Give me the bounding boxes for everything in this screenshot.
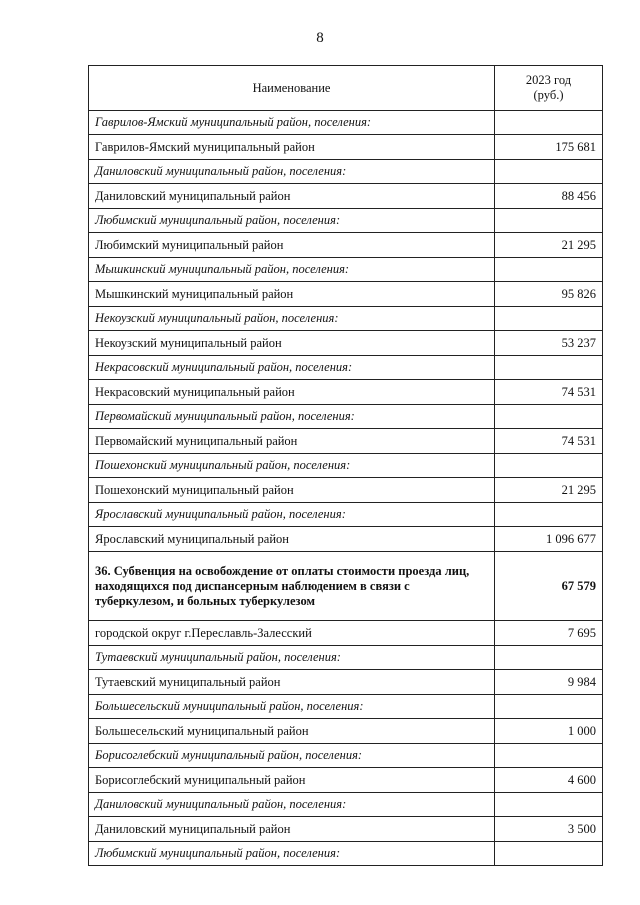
- row-amount: [495, 111, 603, 135]
- row-amount: 4 600: [495, 768, 603, 793]
- row-name: Большесельский муниципальный район: [89, 719, 495, 744]
- row-amount: 1 096 677: [495, 527, 603, 552]
- table-row-district: [89, 135, 603, 160]
- row-amount: 67 579: [495, 552, 603, 621]
- table-row-district: [89, 768, 603, 793]
- row-amount: [495, 695, 603, 719]
- table-row-district: [89, 719, 603, 744]
- table-row-group: [89, 405, 603, 429]
- row-name: Любимский муниципальный район, поселения:: [89, 209, 495, 233]
- table-row-group: [89, 111, 603, 135]
- row-name: Ярославский муниципальный район, поселения:: [89, 503, 495, 527]
- row-name: Некрасовский муниципальный район, поселения:: [89, 356, 495, 380]
- row-name: Некоузский муниципальный район: [89, 331, 495, 356]
- table-row-district: [89, 184, 603, 209]
- row-amount: 95 826: [495, 282, 603, 307]
- row-name: Даниловский муниципальный район: [89, 184, 495, 209]
- table-row-district: [89, 380, 603, 405]
- table-row-district: [89, 331, 603, 356]
- table-row-group: [89, 842, 603, 866]
- row-name: Пошехонский муниципальный район, поселения:: [89, 454, 495, 478]
- row-amount: [495, 356, 603, 380]
- header-name: Наименование: [89, 66, 495, 111]
- table-row-group: [89, 356, 603, 380]
- row-name: Любимский муниципальный район: [89, 233, 495, 258]
- table-row-district: [89, 429, 603, 454]
- table-row-group: [89, 307, 603, 331]
- row-name: Даниловский муниципальный район, поселения:: [89, 160, 495, 184]
- row-amount: 9 984: [495, 670, 603, 695]
- row-amount: 175 681: [495, 135, 603, 160]
- row-amount: [495, 405, 603, 429]
- table-row-district: [89, 817, 603, 842]
- header-amount: [495, 66, 603, 111]
- row-name: Некоузский муниципальный район, поселения:: [89, 307, 495, 331]
- row-amount: 7 695: [495, 621, 603, 646]
- table-row-district: [89, 478, 603, 503]
- table-row-group: [89, 503, 603, 527]
- row-amount: [495, 793, 603, 817]
- page-number: 8: [316, 30, 324, 46]
- row-name: Даниловский муниципальный район, поселения:: [89, 793, 495, 817]
- row-name: Даниловский муниципальный район: [89, 817, 495, 842]
- table-row-section: [89, 552, 603, 621]
- row-amount: [495, 258, 603, 282]
- table-row-group: [89, 646, 603, 670]
- row-amount: 74 531: [495, 380, 603, 405]
- row-amount: 1 000: [495, 719, 603, 744]
- row-name: Первомайский муниципальный район: [89, 429, 495, 454]
- row-name: Некрасовский муниципальный район: [89, 380, 495, 405]
- row-name: Любимский муниципальный район, поселения:: [89, 842, 495, 866]
- row-amount: [495, 646, 603, 670]
- row-amount: [495, 307, 603, 331]
- table-row-group: [89, 454, 603, 478]
- row-name: Мышкинский муниципальный район: [89, 282, 495, 307]
- row-name: Тутаевский муниципальный район: [89, 670, 495, 695]
- table-row-group: [89, 695, 603, 719]
- row-name: Борисоглебский муниципальный район: [89, 768, 495, 793]
- header-amount-year: 2023 год: [525, 73, 572, 87]
- row-name: Мышкинский муниципальный район, поселения:: [89, 258, 495, 282]
- row-amount: [495, 744, 603, 768]
- table-row-group: [89, 209, 603, 233]
- row-amount: 74 531: [495, 429, 603, 454]
- row-amount: 21 295: [495, 233, 603, 258]
- row-name: Тутаевский муниципальный район, поселения:: [89, 646, 495, 670]
- table-header-row: [89, 66, 603, 111]
- row-amount: [495, 503, 603, 527]
- row-name: Борисоглебский муниципальный район, поселения:: [89, 744, 495, 768]
- row-name: Гаврилов-Ямский муниципальный район, поселения:: [89, 111, 495, 135]
- row-name: 36. Субвенция на освобождение от оплаты стоимости проезда лиц, находящихся под диспансерным наблюдением в связи с туберкулезом, и больных туберкулезом: [89, 552, 495, 621]
- row-amount: [495, 209, 603, 233]
- row-amount: [495, 842, 603, 866]
- table-row-district: [89, 233, 603, 258]
- table-row-group: [89, 160, 603, 184]
- row-amount: 21 295: [495, 478, 603, 503]
- row-name: Ярославский муниципальный район: [89, 527, 495, 552]
- table-row-district: [89, 282, 603, 307]
- row-name: городской округ г.Переславль-Залесский: [89, 621, 495, 646]
- row-name: Гаврилов-Ямский муниципальный район: [89, 135, 495, 160]
- row-name: Пошехонский муниципальный район: [89, 478, 495, 503]
- row-amount: [495, 160, 603, 184]
- row-name: Большесельский муниципальный район, поселения:: [89, 695, 495, 719]
- row-name: Первомайский муниципальный район, поселения:: [89, 405, 495, 429]
- budget-table: [88, 65, 603, 866]
- row-amount: 53 237: [495, 331, 603, 356]
- table-row-district: [89, 527, 603, 552]
- header-amount-unit: (руб.): [533, 88, 564, 102]
- table-body: [89, 111, 603, 866]
- table-row-group: [89, 258, 603, 282]
- table-row-group: [89, 793, 603, 817]
- row-amount: [495, 454, 603, 478]
- row-amount: 88 456: [495, 184, 603, 209]
- row-amount: 3 500: [495, 817, 603, 842]
- table-row-group: [89, 744, 603, 768]
- table-row-district: [89, 670, 603, 695]
- table-row-plain: [89, 621, 603, 646]
